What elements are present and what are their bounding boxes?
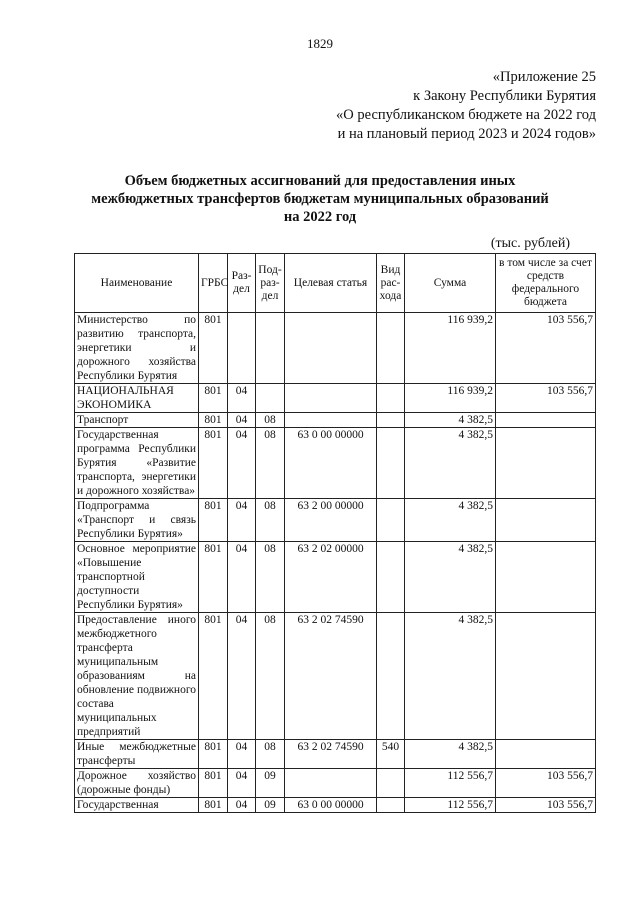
units-label: (тыс. рублей) xyxy=(490,236,570,251)
cell-federal: 103 556,7 xyxy=(496,313,596,384)
cell-podrazdel xyxy=(256,384,285,413)
cell-federal xyxy=(496,613,596,740)
table-row xyxy=(75,428,596,499)
cell-federal xyxy=(496,740,596,769)
cell-grbs: 801 xyxy=(199,499,228,542)
cell-grbs: 801 xyxy=(199,413,228,428)
cell-target: 63 2 02 74590 xyxy=(285,740,377,769)
header-grbs: ГРБС xyxy=(199,254,228,313)
table-row xyxy=(75,769,596,798)
cell-grbs: 801 xyxy=(199,542,228,613)
cell-vid xyxy=(377,613,405,740)
cell-sum: 4 382,5 xyxy=(405,499,496,542)
cell-federal: 103 556,7 xyxy=(496,769,596,798)
cell-sum: 4 382,5 xyxy=(405,740,496,769)
table-header-row xyxy=(75,254,596,313)
cell-sum: 116 939,2 xyxy=(405,384,496,413)
cell-name: Предоставление иного межбюджетного трансферта муниципальным образованиям на обновление подвижного состава муниципальных предприятий xyxy=(75,613,199,740)
cell-podrazdel: 08 xyxy=(256,542,285,613)
title-line-2: межбюджетных трансфертов бюджетам муниципальных образований xyxy=(91,191,549,207)
cell-federal: 103 556,7 xyxy=(496,384,596,413)
header-federal: в том числе за счет средств федерального бюджета xyxy=(496,254,596,313)
cell-sum: 4 382,5 xyxy=(405,613,496,740)
cell-razdel: 04 xyxy=(228,542,256,613)
appendix-line-3: «О республиканском бюджете на 2022 год xyxy=(336,107,596,123)
cell-podrazdel: 09 xyxy=(256,798,285,813)
cell-razdel: 04 xyxy=(228,798,256,813)
cell-target xyxy=(285,769,377,798)
table-row xyxy=(75,384,596,413)
cell-target xyxy=(285,413,377,428)
cell-vid xyxy=(377,798,405,813)
cell-target xyxy=(285,313,377,384)
appendix-line-2: к Закону Республики Бурятия xyxy=(413,88,596,104)
cell-name: Министерство по развитию транспорта, энергетики и дорожного хозяйства Республики Бурятия xyxy=(75,313,199,384)
cell-name: НАЦИОНАЛЬНАЯ ЭКОНОМИКА xyxy=(75,384,199,413)
cell-grbs: 801 xyxy=(199,740,228,769)
title-line-3: на 2022 год xyxy=(283,209,357,225)
cell-sum: 112 556,7 xyxy=(405,769,496,798)
cell-name: Подпрограмма «Транспорт и связь Республики Бурятия» xyxy=(75,499,199,542)
table-row xyxy=(75,542,596,613)
table-row xyxy=(75,613,596,740)
cell-vid xyxy=(377,313,405,384)
cell-grbs: 801 xyxy=(199,613,228,740)
cell-target: 63 2 00 00000 xyxy=(285,499,377,542)
appendix-line-4: и на плановый период 2023 и 2024 годов» xyxy=(337,126,596,142)
cell-razdel: 04 xyxy=(228,413,256,428)
cell-name: Государственная программа Республики Бурятия «Развитие транспорта, энергетики и дорожного хозяйства» xyxy=(75,428,199,499)
cell-target: 63 2 02 74590 xyxy=(285,613,377,740)
cell-podrazdel xyxy=(256,313,285,384)
cell-razdel: 04 xyxy=(228,613,256,740)
cell-federal xyxy=(496,542,596,613)
header-target: Целевая статья xyxy=(285,254,377,313)
cell-grbs: 801 xyxy=(199,428,228,499)
cell-vid xyxy=(377,499,405,542)
cell-name: Дорожное хозяйство (дорожные фонды) xyxy=(75,769,199,798)
cell-name: Основное мероприятие «Повышение транспортной доступности Республики Бурятия» xyxy=(75,542,199,613)
title-line-1: Объем бюджетных ассигнований для предоставления иных xyxy=(124,173,516,189)
page-number: 1829 xyxy=(307,36,333,51)
cell-name: Государственная xyxy=(75,798,199,813)
cell-podrazdel: 08 xyxy=(256,499,285,542)
cell-podrazdel: 08 xyxy=(256,428,285,499)
cell-podrazdel: 09 xyxy=(256,769,285,798)
cell-podrazdel: 08 xyxy=(256,413,285,428)
cell-sum: 4 382,5 xyxy=(405,542,496,613)
cell-razdel: 04 xyxy=(228,499,256,542)
cell-target: 63 0 00 00000 xyxy=(285,428,377,499)
cell-vid xyxy=(377,542,405,613)
header-vid: Вид рас-хода xyxy=(377,254,405,313)
cell-razdel: 04 xyxy=(228,428,256,499)
cell-federal: 103 556,7 xyxy=(496,798,596,813)
header-podrazdel: Под-раз-дел xyxy=(256,254,285,313)
cell-razdel: 04 xyxy=(228,740,256,769)
header-sum: Сумма xyxy=(405,254,496,313)
cell-federal xyxy=(496,499,596,542)
cell-podrazdel: 08 xyxy=(256,740,285,769)
cell-razdel xyxy=(228,313,256,384)
cell-sum: 4 382,5 xyxy=(405,428,496,499)
table-row xyxy=(75,499,596,542)
cell-sum: 112 556,7 xyxy=(405,798,496,813)
header-razdel: Раз-дел xyxy=(228,254,256,313)
cell-sum: 4 382,5 xyxy=(405,413,496,428)
cell-grbs: 801 xyxy=(199,313,228,384)
appendix-header xyxy=(336,68,596,144)
cell-name: Иные межбюджетные трансферты xyxy=(75,740,199,769)
cell-sum: 116 939,2 xyxy=(405,313,496,384)
cell-podrazdel: 08 xyxy=(256,613,285,740)
cell-vid xyxy=(377,769,405,798)
cell-vid xyxy=(377,428,405,499)
cell-target xyxy=(285,384,377,413)
table-row xyxy=(75,413,596,428)
appendix-line-1: «Приложение 25 xyxy=(492,69,596,85)
cell-grbs: 801 xyxy=(199,769,228,798)
budget-table xyxy=(74,253,596,813)
cell-name: Транспорт xyxy=(75,413,199,428)
cell-razdel: 04 xyxy=(228,769,256,798)
table-row xyxy=(75,798,596,813)
cell-federal xyxy=(496,428,596,499)
cell-grbs: 801 xyxy=(199,384,228,413)
cell-vid: 540 xyxy=(377,740,405,769)
cell-grbs: 801 xyxy=(199,798,228,813)
cell-vid xyxy=(377,384,405,413)
cell-razdel: 04 xyxy=(228,384,256,413)
table-row xyxy=(75,740,596,769)
header-name: Наименование xyxy=(75,254,199,313)
cell-target: 63 2 02 00000 xyxy=(285,542,377,613)
document-title xyxy=(60,172,580,226)
cell-federal xyxy=(496,413,596,428)
table-row xyxy=(75,313,596,384)
cell-target: 63 0 00 00000 xyxy=(285,798,377,813)
cell-vid xyxy=(377,413,405,428)
